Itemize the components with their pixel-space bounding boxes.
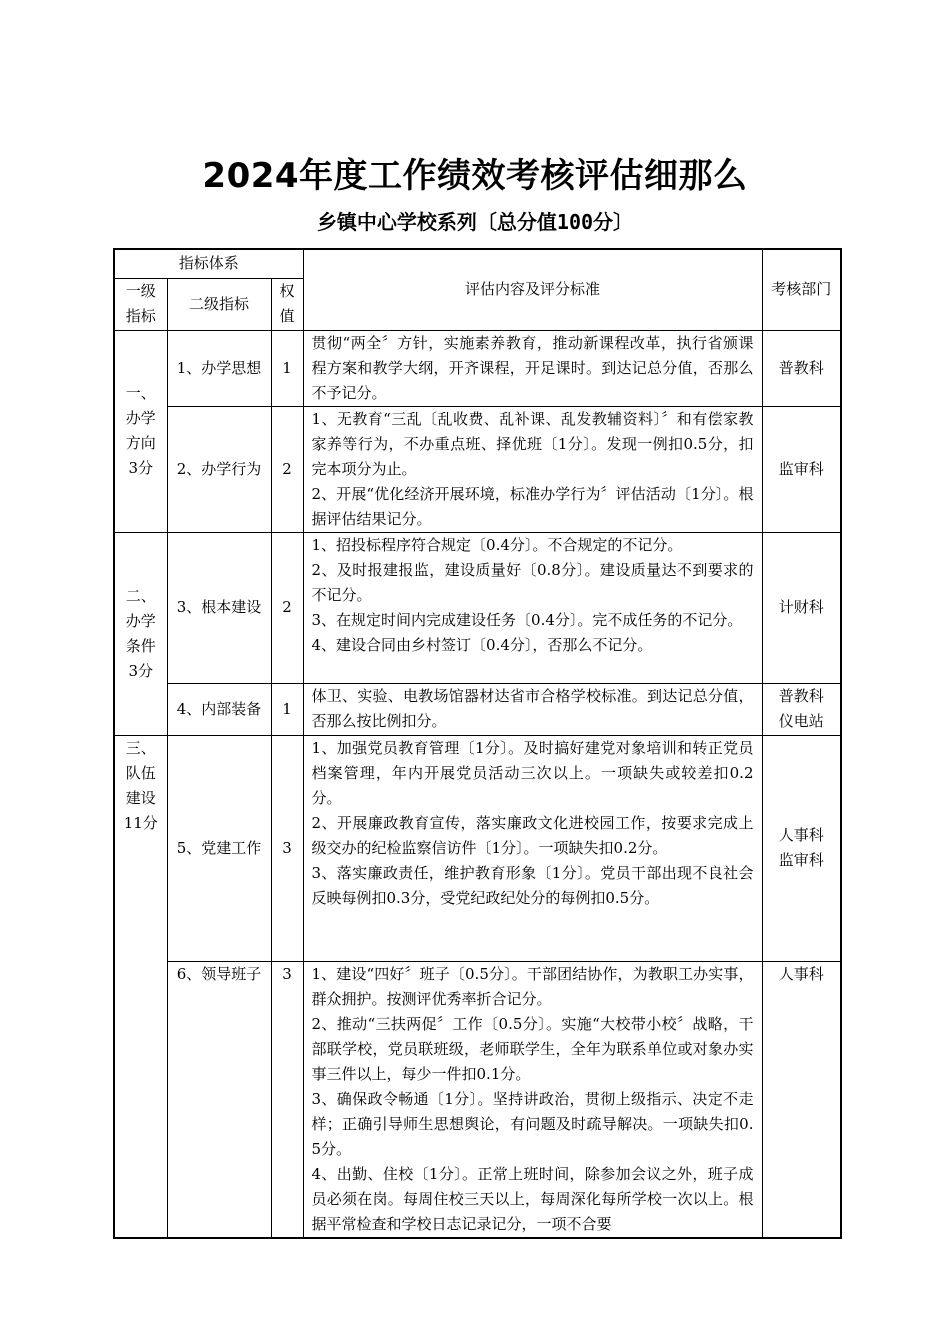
content-cell	[303, 961, 762, 1238]
dept-cell	[762, 961, 841, 1238]
weight-cell: 3	[271, 961, 303, 1238]
dept-line: 监审科	[778, 459, 824, 478]
content-line: 贯彻“两全〞方针，实施素养教育，推动新课程改革，执行省颁课程方案和教学大纲，开齐课程，开足课时。到达记总分值，否那么不予记分。	[311, 333, 754, 402]
content-line: 1、招投标程序符合规定〔0.4分〕。不合规定的不记分。	[311, 535, 683, 554]
header-level2: 二级指标	[167, 278, 271, 330]
content-cell	[303, 330, 762, 406]
page-title: 2024年度工作绩效考核评估细那么	[202, 156, 748, 196]
header-indicator-system: 指标体系	[114, 249, 303, 278]
header-weight: 权值	[271, 278, 303, 330]
dept-cell	[762, 735, 841, 961]
dept-cell	[762, 406, 841, 532]
content-line: 4、出勤、住校〔1分〕。正常上班时间，除参加会议之外，班子成员必须在岗。每周住校三天以上，每周深化每所学校一次以上。根据平常检查和学校日志记录记分，一项不合要	[311, 1164, 754, 1233]
table-row	[114, 961, 841, 1238]
section-label: 一、办学方向3分	[114, 330, 167, 532]
weight-cell: 1	[271, 683, 303, 735]
content-line: 4、建设合同由乡村签订〔0.4分〕，否那么不记分。	[311, 635, 653, 654]
content-line: 3、落实廉政责任，维护教育形象〔1分〕。党员干部出现不良社会反映每例扣0.3分，受党纪政纪处分的每例扣0.5分。	[311, 863, 754, 907]
dept-line: 仪电站	[778, 712, 824, 730]
page-subtitle: 乡镇中心学校系列〔总分值100分〕	[316, 210, 634, 234]
content-line: 3、确保政令畅通〔1分〕。坚持讲政治，贯彻上级指示、决定不走样；正确引导师生思想舆论，有问题及时疏导解决。一项缺失扣0.5分。	[311, 1089, 754, 1158]
level2-cell: 2、办学行为	[167, 406, 271, 532]
dept-cell	[762, 330, 841, 406]
evaluation-table	[113, 248, 842, 1239]
section-label: 三、队伍建设11分	[114, 735, 167, 1238]
content-line: 1、加强党员教育管理〔1分〕。及时搞好建党对象培训和转正党员档案管理，年内开展党员活动三次以上。一项缺失或较差扣0.2分。	[311, 738, 754, 807]
table-row	[114, 406, 841, 532]
level2-cell: 1、办学思想	[167, 330, 271, 406]
weight-cell: 2	[271, 532, 303, 683]
content-cell	[303, 406, 762, 532]
dept-line: 人事科	[778, 826, 824, 844]
content-cell	[303, 735, 762, 961]
content-line: 3、在规定时间内完成建设任务〔0.4分〕。完不成任务的不记分。	[311, 610, 743, 629]
content-line: 2、开展廉政教育宣传，落实廉政文化进校园工作，按要求完成上级交办的纪检监察信访件〔1分〕。一项缺失扣0.2分。	[311, 813, 754, 857]
dept-line: 监审科	[778, 851, 824, 869]
level2-cell: 3、根本建设	[167, 532, 271, 683]
dept-line: 计财科	[778, 598, 824, 616]
content-line: 体卫、实验、电教场馆器材达省市合格学校标准。到达记总分值，否那么按比例扣分。	[311, 686, 754, 730]
weight-cell: 1	[271, 330, 303, 406]
dept-line: 人事科	[778, 964, 824, 983]
content-line: 1、无教育“三乱〔乱收费、乱补课、乱发教辅资料〕〞和有偿家教家养等行为，不办重点班、择优班〔1分〕。发现一例扣0.5分，扣完本项分为止。	[311, 409, 754, 478]
table-row	[114, 330, 841, 406]
table-row	[114, 735, 841, 961]
level2-cell: 4、内部装备	[167, 683, 271, 735]
content-line: 1、建设“四好〞班子〔0.5分〕。干部团结协作，为教职工办实事，群众拥护。按测评优秀率折合记分。	[311, 964, 754, 1008]
content-cell	[303, 532, 762, 683]
dept-line: 普教科	[778, 358, 824, 377]
header-level1: 一级指标	[114, 278, 167, 330]
table-row	[114, 683, 841, 735]
dept-line: 普教科	[778, 687, 824, 705]
header-content: 评估内容及评分标准	[303, 249, 762, 330]
section-label: 二、办学条件3分	[114, 532, 167, 735]
content-line: 2、开展“优化经济开展环境，标准办学行为〞评估活动〔1分〕。根据评估结果记分。	[311, 484, 754, 528]
dept-cell	[762, 683, 841, 735]
content-cell	[303, 683, 762, 735]
header-dept: 考核部门	[762, 249, 841, 330]
weight-cell: 2	[271, 406, 303, 532]
table-row	[114, 532, 841, 683]
table-header-row	[114, 249, 841, 278]
dept-cell	[762, 532, 841, 683]
weight-cell: 3	[271, 735, 303, 961]
level2-cell: 6、领导班子	[167, 961, 271, 1238]
level2-cell: 5、党建工作	[167, 735, 271, 961]
content-line: 2、及时报建报监，建设质量好〔0.8分〕。建设质量达不到要求的不记分。	[311, 560, 754, 604]
content-line: 2、推动“三扶两促〞工作〔0.5分〕。实施“大校带小校〞战略，干部联学校，党员联班级，老师联学生，全年为联系单位或对象办实事三件以上，每少一件扣0.1分。	[311, 1014, 754, 1083]
